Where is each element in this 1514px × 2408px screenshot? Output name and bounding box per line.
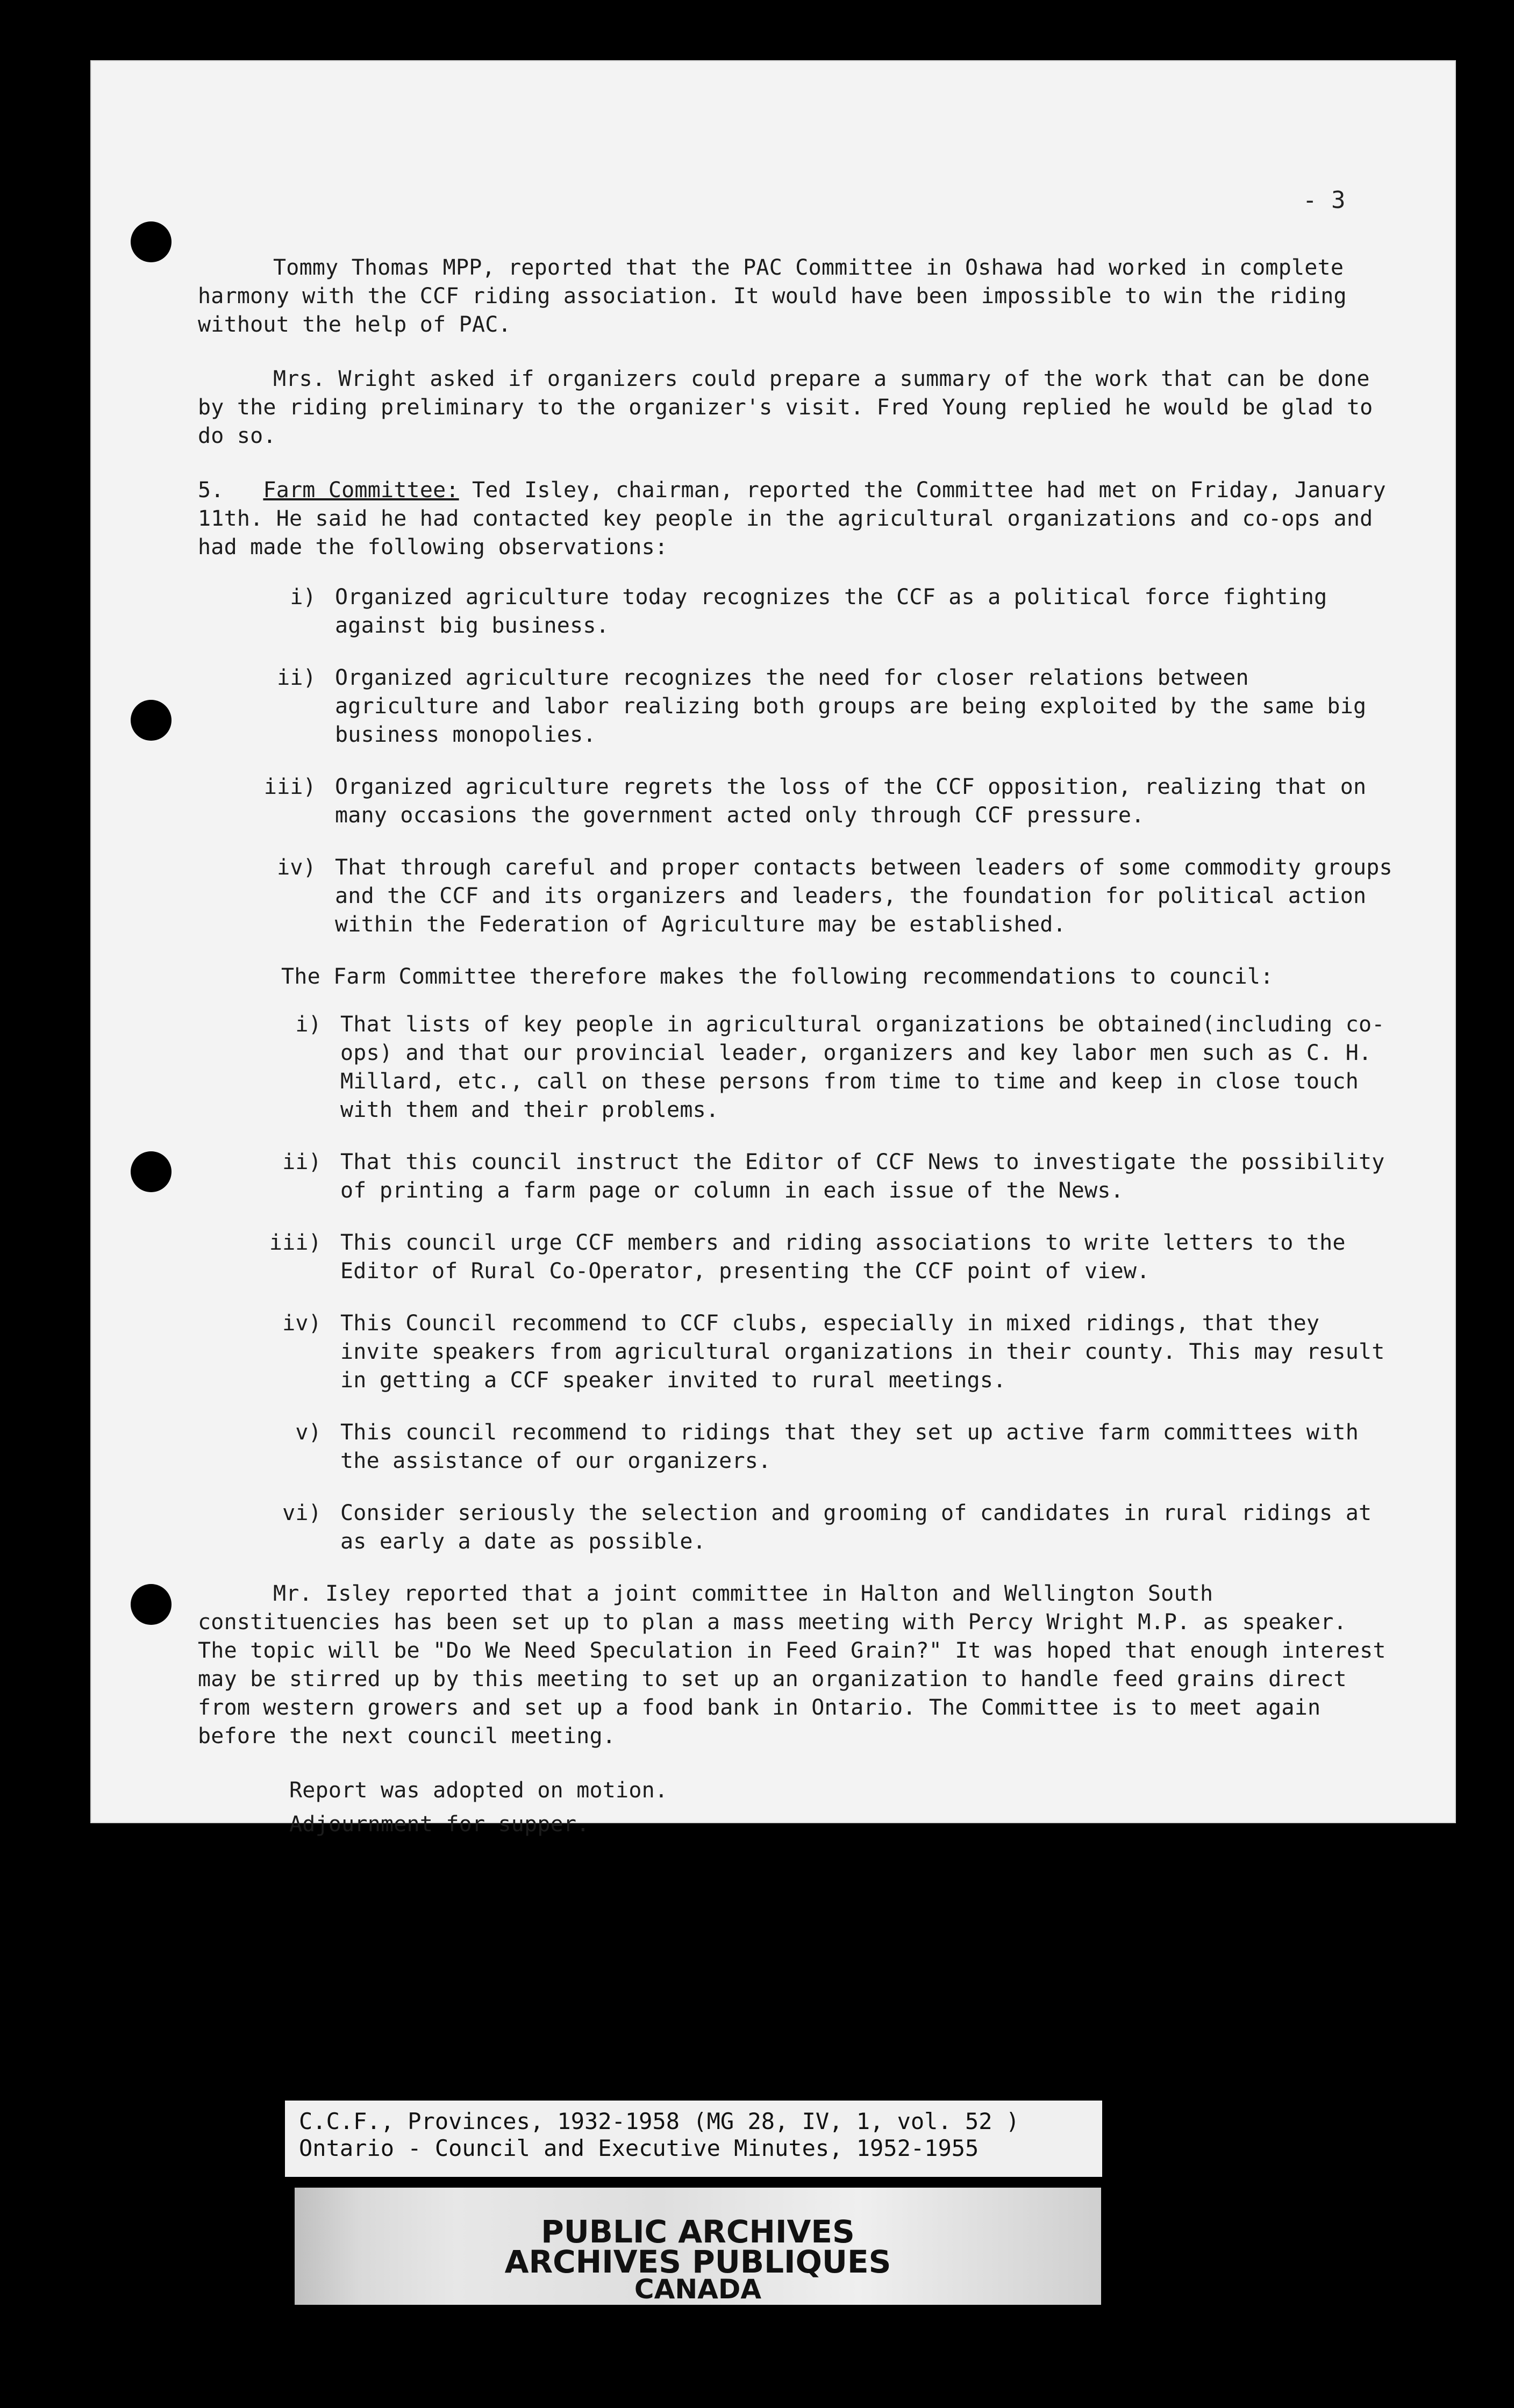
item-number: vi) [282,1501,322,1525]
report-adopted: Report was adopted on motion. [289,1778,668,1803]
stamp-line: ARCHIVES PUBLIQUES [504,2244,891,2280]
item-number: ii) [277,665,316,690]
item-number: v) [295,1420,322,1445]
item-number: iv) [282,1311,322,1336]
item-number: iii) [269,1230,322,1255]
recommendations-intro: The Farm Committee therefore makes the following recommendations to council: [281,964,1274,989]
item-text: This council recommend to ridings that they set up active farm committees with the assistance of our organizers. [340,1420,1359,1473]
archive-reference-label [285,2101,1102,2177]
archive-label-line: Ontario - Council and Executive Minutes, 1952-1955 [299,2135,979,2161]
list-item [198,583,1397,640]
list-item [198,1148,1397,1205]
item-text: Consider seriously the selection and grooming of candidates in rural ridings at as early a date as possible. [340,1501,1372,1554]
punch-hole [131,1584,172,1625]
list-item [198,773,1397,830]
list-item [198,1499,1397,1556]
section-line: Ted Isley, chairman, reported the Committee had met on [472,478,1177,503]
minutes-body [198,254,1397,1865]
item-number: ii) [282,1150,322,1174]
item-number: iv) [277,855,316,880]
list-item [198,1418,1397,1475]
adjournment: Adjournment for supper. [289,1812,590,1837]
paragraph-organizers: Mrs. Wright asked if organizers could prepare a summary of the work that can be done by the riding preliminary to the organizer's visit. Fred Young replied he would be glad to do so. [198,367,1373,448]
item-text: That through careful and proper contacts between leaders of some commodity groups and the CCF and its organizers and leaders, the foundation for political action within the Federation of Agriculture may be established. [335,855,1392,937]
observations-list [198,583,1397,939]
item-text: This Council recommend to CCF clubs, especially in mixed ridings, that they invite speakers from agricultural organizations in their county. This may result in getting a CCF speaker invited to rural meetings. [340,1311,1385,1393]
item-text: Organized agriculture today recognizes the CCF as a political force fighting against big business. [335,585,1327,638]
section-body: Friday, January 11th. He said he had contacted key people in the agricultural organizations and co-ops and had made the following observations: [198,478,1386,560]
archive-label-line: C.C.F., Provinces, 1932-1958 (MG 28, IV, 1, vol. 52 ) [299,2108,1020,2134]
item-text: Organized agriculture recognizes the need for closer relations between agriculture and labor realizing both groups are being exploited by the same big business monopolies. [335,665,1367,747]
punch-hole [131,700,172,741]
recommendations-list [198,1010,1397,1556]
punch-hole [131,1151,172,1192]
list-item [198,664,1397,749]
item-number: i) [295,1012,322,1037]
paragraph-pac-report: Tommy Thomas MPP, reported that the PAC Committee in Oshawa had worked in complete harmony with the CCF riding association. It would have been impossible to win the riding without the help of PAC. [198,255,1347,337]
punch-hole [131,221,172,262]
document-page [90,60,1456,1837]
stamp-line: CANADA [634,2274,762,2305]
item-number: i) [290,585,316,610]
section-number: 5. [198,478,224,503]
section-farm-committee [198,476,1397,562]
item-text: That lists of key people in agricultural organizations be obtained(including co-ops) and that our provincial leader, organizers and key labor men such as C. H. Millard, etc., call on these persons from time to time and keep in close touch with them and their problems. [340,1012,1385,1122]
section-heading: Farm Committee: [263,478,459,503]
archive-stamp [295,2188,1101,2305]
item-number: iii) [263,775,316,799]
item-text: Organized agriculture regrets the loss of the CCF opposition, realizing that on many occasions the government acted only through CCF pressure. [335,775,1367,828]
page-number: - 3 [1303,187,1346,214]
list-item [198,1309,1397,1395]
list-item [198,1229,1397,1286]
list-item [198,1010,1397,1124]
item-text: That this council instruct the Editor of CCF News to investigate the possibility of printing a farm page or column in each issue of the News. [340,1150,1385,1203]
stamp-line: PUBLIC ARCHIVES [541,2213,855,2250]
item-text: This council urge CCF members and riding associations to write letters to the Editor of Rural Co-Operator, presenting the CCF point of view. [340,1230,1346,1284]
list-item [198,854,1397,939]
paragraph-joint-committee: Mr. Isley reported that a joint committee in Halton and Wellington South constituencies has been set up to plan a mass meeting with Percy Wright M.P. as speaker. The topic will be "Do We Need Speculation in Feed Grain?" It was hoped that enough interest may be stirred up by this meeting to set up an organization to handle feed grains direct from western growers and set up a food bank in Ontario. The Committee is to meet again before the next council meeting. [198,1581,1386,1748]
